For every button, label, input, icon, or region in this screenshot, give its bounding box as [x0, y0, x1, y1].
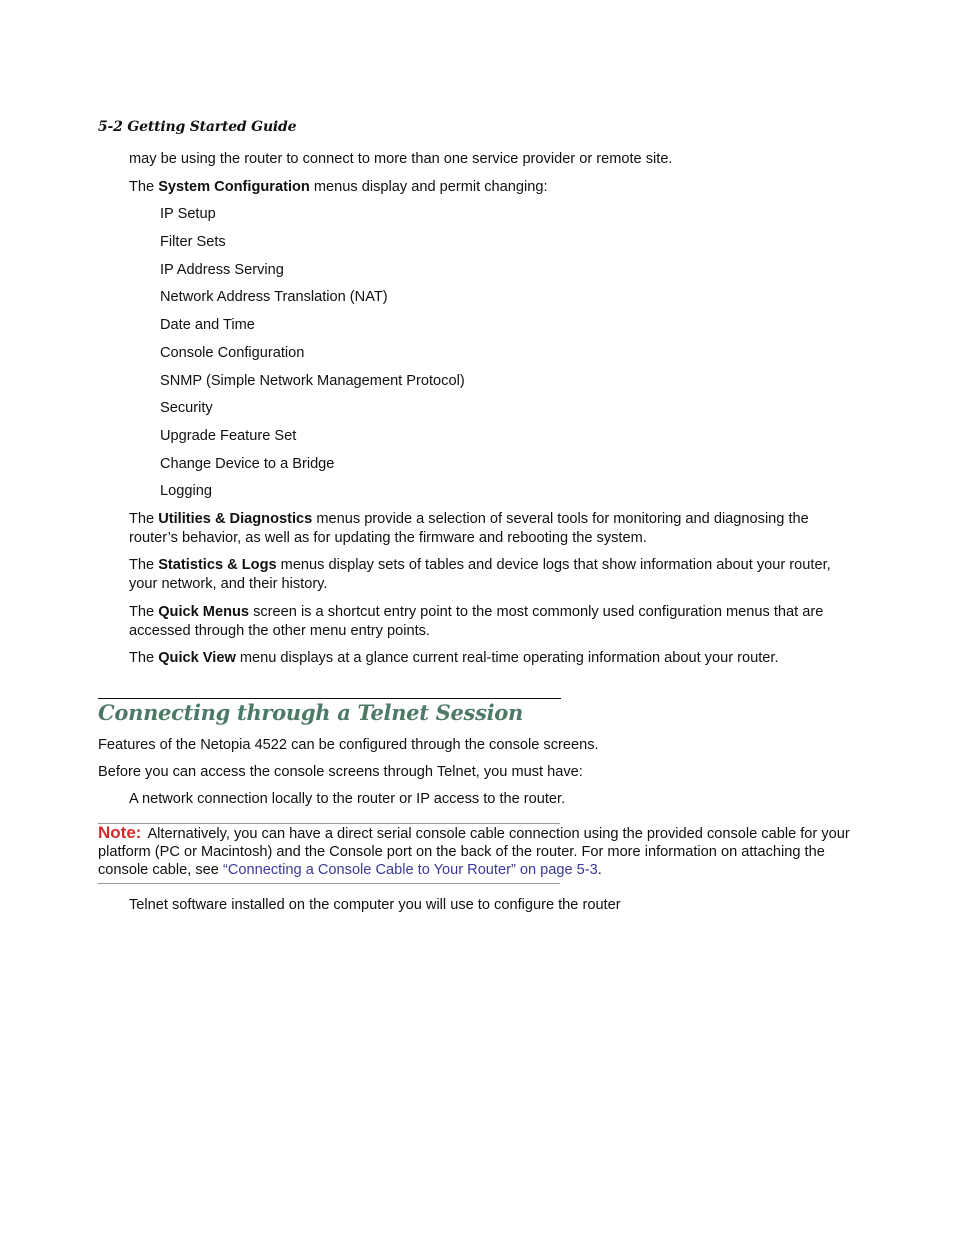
sysconf-pre: The: [129, 179, 159, 195]
sysconf-item: IP Setup: [160, 206, 216, 222]
sysconf-post: menus display and permit changing:: [309, 179, 548, 195]
sysconf-item: Date and Time: [160, 317, 255, 333]
note-end: .: [597, 862, 602, 878]
sysconf-item: IP Address Serving: [160, 262, 284, 278]
menu-pre: The: [129, 604, 159, 620]
menu-desc: menu displays at a glance current real-time operating information about your router.: [235, 650, 779, 666]
menu-desc: menus display sets of tables and device logs that show information about your router, your network, and their history.: [129, 557, 831, 592]
section-rule: [98, 698, 561, 699]
menu-pre: The: [129, 650, 159, 666]
menu-pre: The: [129, 511, 159, 527]
menu-term: Statistics & Logs: [158, 557, 277, 573]
sysconf-item: Security: [160, 400, 213, 416]
menu-desc: screen is a shortcut entry point to the most commonly used configuration menus that are accessed through the other menu entry points.: [129, 604, 824, 639]
menu-term: Quick Menus: [158, 604, 250, 620]
section-paragraph-requirements: Before you can access the console screens through Telnet, you must have:: [98, 764, 583, 780]
note-block: [98, 824, 858, 879]
sysconf-item: Upgrade Feature Set: [160, 428, 297, 444]
sysconf-item: Logging: [160, 483, 212, 499]
sysconf-item: Network Address Translation (NAT): [160, 289, 388, 305]
sysconf-term: System Configuration: [158, 179, 310, 195]
sysconf-item: Filter Sets: [160, 234, 226, 250]
system-configuration-intro: [129, 178, 859, 197]
section-paragraph-features: Features of the Netopia 4522 can be configured through the console screens.: [98, 737, 599, 753]
section-heading: Connecting through a Telnet Session: [98, 700, 523, 725]
menu-term: Quick View: [158, 650, 236, 666]
quick-menus-paragraph: [129, 603, 859, 640]
running-header: 5-2 Getting Started Guide: [98, 119, 297, 135]
utilities-diagnostics-paragraph: [129, 510, 859, 547]
note-text: Alternatively, you can have a direct serial console cable connection using the provided console cable for your platform (PC or Macintosh) and the Console port on the back of the router. For more information on attaching the console cable, see: [98, 826, 850, 878]
menu-pre: The: [129, 557, 159, 573]
sysconf-item: Console Configuration: [160, 345, 305, 361]
statistics-logs-paragraph: [129, 556, 859, 593]
sysconf-item: SNMP (Simple Network Management Protocol): [160, 373, 465, 389]
menu-desc: menus provide a selection of several tools for monitoring and diagnosing the router’s behavior, as well as for updating the firmware and rebooting the system.: [129, 511, 809, 546]
cross-reference-link[interactable]: “Connecting a Console Cable to Your Router” on page 5-3: [222, 862, 598, 878]
menu-term: Utilities & Diagnostics: [158, 511, 313, 527]
intro-continuation: may be using the router to connect to more than one service provider or remote site.: [129, 151, 673, 167]
note-label: Note:: [98, 823, 142, 842]
sysconf-item: Change Device to a Bridge: [160, 456, 335, 472]
quick-view-paragraph: [129, 649, 859, 668]
note-bottom-rule: [98, 883, 560, 884]
requirement-telnet-software: Telnet software installed on the computer you will use to configure the router: [129, 897, 621, 913]
requirement-network-connection: A network connection locally to the router or IP access to the router.: [129, 791, 566, 807]
